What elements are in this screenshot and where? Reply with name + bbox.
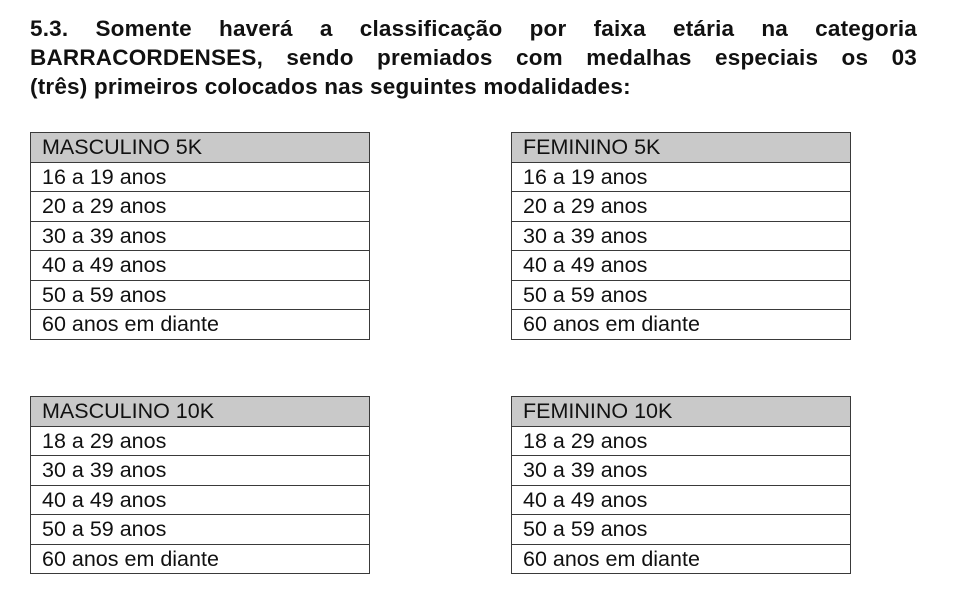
table-row [512,162,851,192]
table-row [512,280,851,310]
table-row [31,515,370,545]
table-row [512,426,851,456]
table-title: MASCULINO 10K [31,397,370,427]
age-range-cell: 30 a 39 anos [512,456,851,486]
heading-line-1: 5.3. Somente haverá a classificação por faixa etária na categoria [30,16,917,41]
table-row [31,485,370,515]
age-range-cell: 50 a 59 anos [31,515,370,545]
age-range-cell: 40 a 49 anos [512,485,851,515]
age-range-cell: 30 a 39 anos [31,456,370,486]
table-row [31,456,370,486]
table-masculino-5k [30,132,370,340]
table-row [512,192,851,222]
age-range-cell: 18 a 29 anos [512,426,851,456]
table-row [31,310,370,340]
age-range-cell: 16 a 19 anos [31,162,370,192]
age-range-cell: 60 anos em diante [31,544,370,574]
age-range-cell: 60 anos em diante [512,310,851,340]
table-row [512,310,851,340]
age-range-cell: 30 a 39 anos [31,221,370,251]
table-row [31,162,370,192]
section-heading [30,14,917,101]
heading-line-2: BARRACORDENSES, sendo premiados com medalhas especiais os 03 [30,45,917,70]
table-row [31,221,370,251]
age-range-cell: 60 anos em diante [512,544,851,574]
age-range-cell: 20 a 29 anos [512,192,851,222]
table-title: FEMININO 10K [512,397,851,427]
age-range-cell: 50 a 59 anos [512,515,851,545]
age-range-cell: 60 anos em diante [31,310,370,340]
table-row [31,251,370,281]
table-title: MASCULINO 5K [31,133,370,163]
age-range-cell: 50 a 59 anos [512,280,851,310]
age-range-cell: 40 a 49 anos [31,485,370,515]
table-feminino-10k [511,396,851,574]
table-row [31,426,370,456]
table-row [512,544,851,574]
age-range-cell: 18 a 29 anos [31,426,370,456]
heading-line-3: (três) primeiros colocados nas seguintes modalidades: [30,74,631,99]
table-header-row [31,397,370,427]
table-row [512,485,851,515]
age-range-cell: 20 a 29 anos [31,192,370,222]
age-range-cell: 40 a 49 anos [512,251,851,281]
table-feminino-5k [511,132,851,340]
table-masculino-10k [30,396,370,574]
table-row [512,251,851,281]
table-row [31,544,370,574]
table-row [512,456,851,486]
age-range-cell: 50 a 59 anos [31,280,370,310]
age-range-cell: 40 a 49 anos [31,251,370,281]
table-row [31,280,370,310]
table-title: FEMININO 5K [512,133,851,163]
table-row [512,515,851,545]
table-row [31,192,370,222]
table-row [512,221,851,251]
age-range-cell: 30 a 39 anos [512,221,851,251]
table-header-row [512,133,851,163]
table-header-row [31,133,370,163]
table-header-row [512,397,851,427]
age-range-cell: 16 a 19 anos [512,162,851,192]
